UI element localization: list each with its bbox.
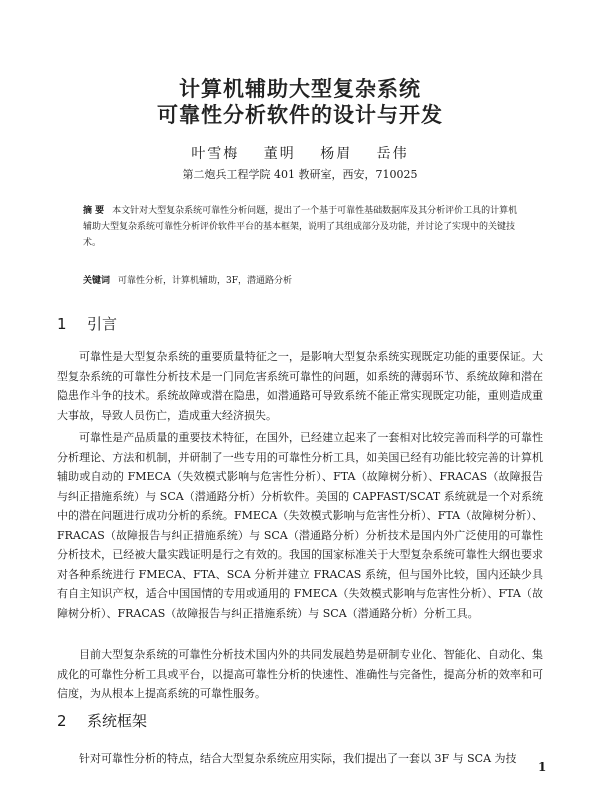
- keywords-label: 关键词: [83, 276, 111, 286]
- abstract: [83, 203, 523, 251]
- authors: 叶雪梅 董明 杨眉 岳伟: [191, 146, 409, 162]
- page-number: 1: [538, 760, 547, 774]
- section-1-paragraph-3: 目前大型复杂系统的可靠性分析技术国内外的共同发展趋势是研制专业化、智能化、自动化、集成化的可靠性分析工具或平台，以提高可靠性分析的快速性、准确性与完备性，提高分析的效率和可信度，为从根本上提高系统的可靠性服务。: [57, 648, 543, 700]
- section-1-paragraph-1: 可靠性是大型复杂系统的重要质量特征之一，是影响大型复杂系统实现既定功能的重要保证。大型复杂系统的可靠性分析技术是一门同危害系统可靠性的问题，如系统的薄弱环节、系统故障和潜在隐患作斗争的技术。系统故障或潜在隐患，如潜通路可导致系统不能正常实现既定功能，重则造成重大事故，导致人员伤亡，造成重大经济损失。: [57, 350, 543, 422]
- keywords-text: 可靠性分析，计算机辅助，3F，潜通路分析: [118, 276, 292, 286]
- section-2-paragraph-1: 针对可靠性分析的特点，结合大型复杂系统应用实际，我们提出了一套以 3F 与 SCA 为技: [79, 752, 517, 765]
- paper-title-line-2: 可靠性分析软件的设计与开发: [157, 103, 443, 127]
- section-2-heading: [57, 710, 147, 731]
- section-1-heading: [57, 313, 117, 334]
- section-1-title: 引言: [87, 315, 118, 333]
- affiliation: 第二炮兵工程学院 401 教研室，西安，710025: [182, 168, 418, 181]
- section-2-title: 系统框架: [87, 712, 148, 730]
- section-1-number: 1: [57, 315, 67, 333]
- section-1-paragraph-2: 可靠性是产品质量的重要技术特征，在国外，已经建立起来了一套相对比较完善而科学的可靠性分析理论、方法和机制，并研制了一些专用的可靠性分析工具，如美国已经有功能比较完善的计算机辅助或自动的 FMECA（失效模式影响与危害性分析）、FTA（故障树分析）、FRACAS（故障报告与纠正措施系统）与 SCA（潜通路分析）分析软件。美国的 CAPFAST/SCAT 系统就是一个对系统中的潜在问题进行成功分析的系统。FMECA（失效模式影响与危害性分析）、FTA（故障树分析）、FRACAS（故障报告与纠正措施系统）与 SCA（潜通路分析）分析技术是国内外广泛使用的可靠性分析技术，已经被大量实践证明是行之有效的。我国的国家标准关于大型复杂系统可靠性大纲也要求对各种系统进行 FMECA、FTA、SCA 分析并建立 FRACAS 系统，但与国外比较，国内还缺少具有自主知识产权，适合中国国情的专用或通用的 FMECA（失效模式影响与危害性分析）、FTA（故障树分析）、FRACAS（故障报告与纠正措施系统）与 SCA（潜通路分析）分析工具。: [57, 431, 543, 620]
- abstract-text: 本文针对大型复杂系统可靠性分析问题，提出了一个基于可靠性基础数据库及其分析评价工具的计算机辅助大型复杂系统可靠性分析评价软件平台的基本框架，说明了其组成部分及功能，并讨论了实现中的关键技术。: [83, 206, 518, 248]
- section-2-number: 2: [57, 712, 67, 730]
- keywords: [83, 273, 523, 286]
- abstract-label: 摘 要: [83, 206, 105, 216]
- paper-title-line-1: 计算机辅助大型复杂系统: [179, 77, 421, 101]
